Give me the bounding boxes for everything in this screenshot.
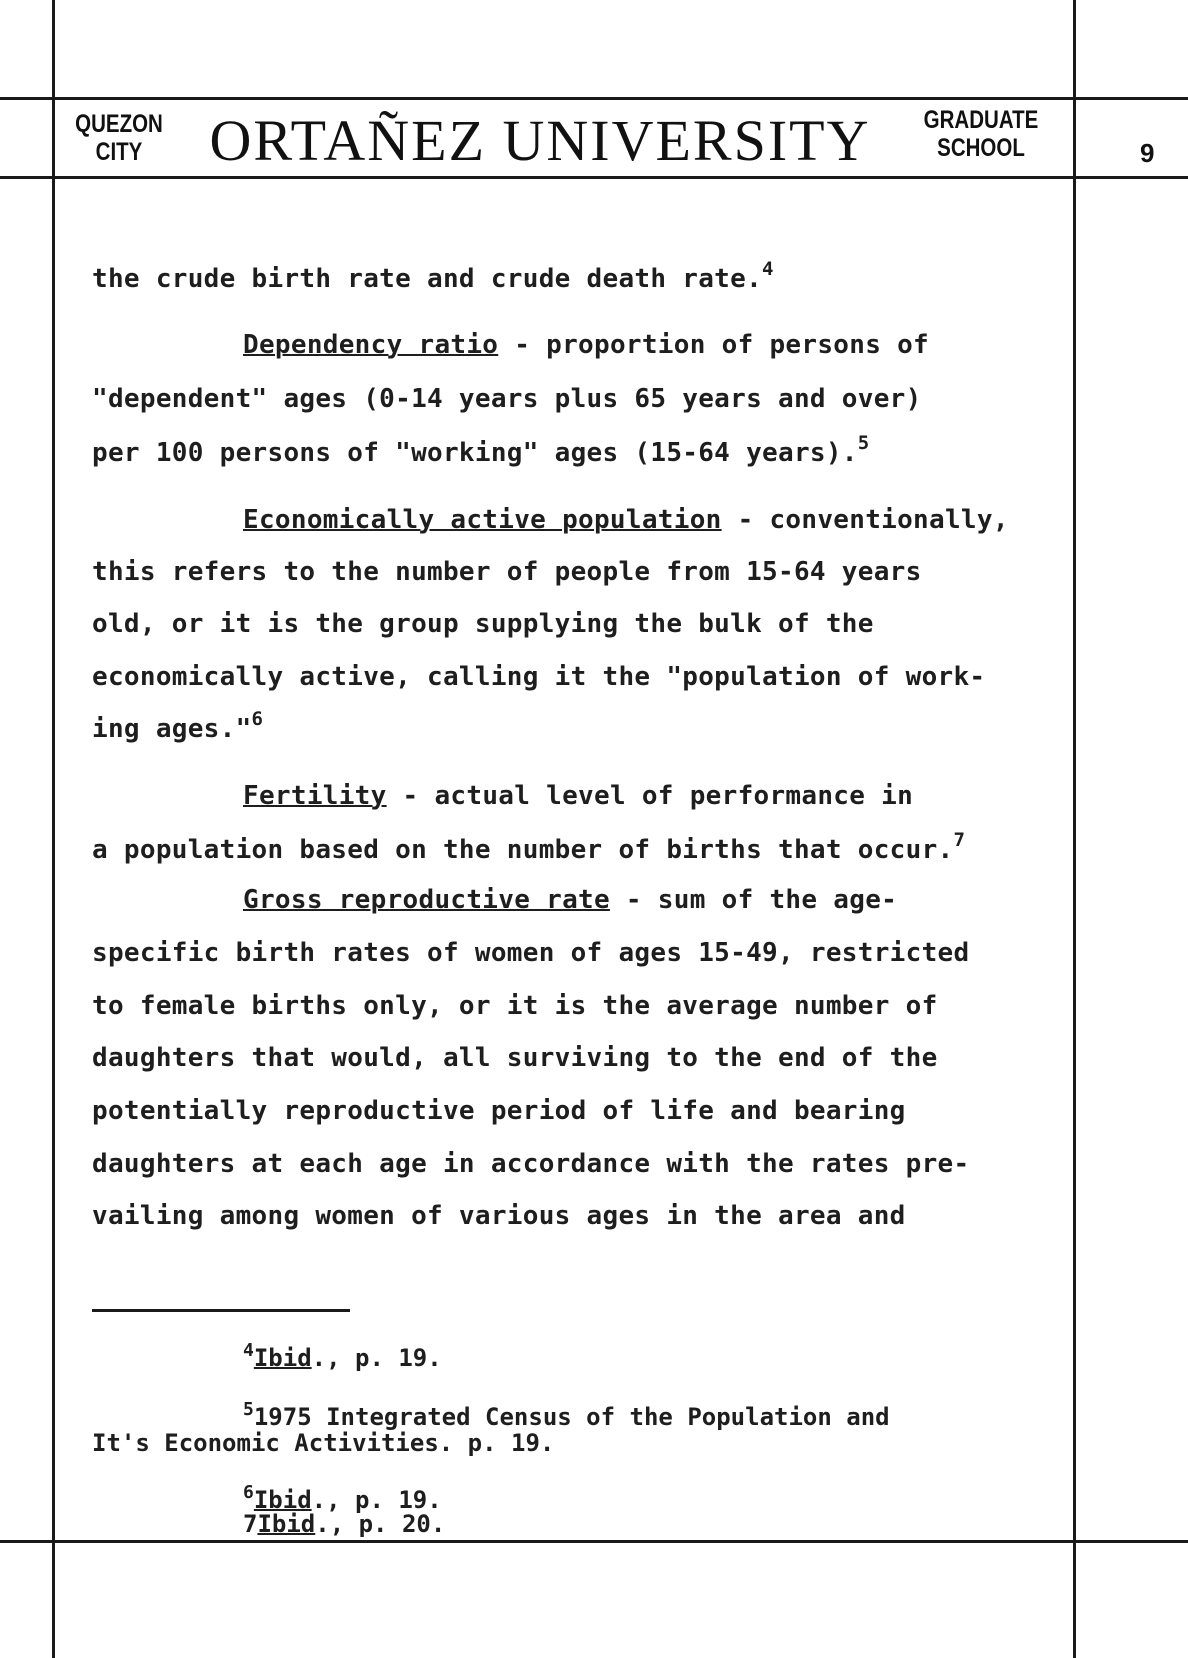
term-fertility: Fertility [243, 781, 387, 811]
footnote-4: $^4$Ibid., p. 19. [243, 1340, 442, 1372]
letterhead-city-line1: QUEZON [75, 110, 163, 138]
body-line: "dependent" ages (0-14 years plus 65 years and over) [92, 384, 922, 414]
term-gross-reproductive-rate: Gross reproductive rate [243, 885, 610, 915]
body-line: per 100 persons of "working" ages (15-64 years).$^5$ [92, 432, 870, 468]
body-line: vailing among women of various ages in the area and [92, 1201, 906, 1231]
letterhead-school [911, 106, 1050, 162]
letterhead-title: ORTAÑEZ UNIVERSITY [209, 108, 871, 173]
footer-rule [0, 1540, 1188, 1543]
term-economically-active-population: Economically active population [243, 505, 722, 535]
letterhead-city [74, 110, 164, 166]
letterhead-school-line2: SCHOOL [937, 134, 1025, 162]
definition-dependency-ratio: Dependency ratio - proportion of persons of [243, 330, 930, 360]
footnote-separator [92, 1309, 350, 1312]
left-margin-rule [52, 0, 55, 1658]
body-line: ing ages."$^6$ [92, 708, 264, 744]
body-line: the crude birth rate and crude death rate.$^4$ [92, 258, 774, 294]
footnote-ref: 5 [857, 432, 870, 454]
body-line: this refers to the number of people from 15-64 years [92, 557, 922, 587]
page-number: 9 [1140, 138, 1155, 168]
term-dependency-ratio: Dependency ratio [243, 330, 499, 360]
footnote-ref: 4 [762, 258, 774, 280]
body-line: daughters at each age in accordance with the rates pre- [92, 1149, 970, 1179]
footnote-7: 7Ibid., p. 20. [243, 1510, 446, 1538]
footnote-5: $^5$1975 Integrated Census of the Population and [243, 1399, 890, 1431]
letterhead-city-line2: CITY [95, 138, 143, 166]
right-margin-rule [1073, 0, 1076, 1658]
body-line: economically active, calling it the "population of work- [92, 662, 986, 692]
body-line: daughters that would, all surviving to the end of the [92, 1043, 938, 1073]
definition-gross-reproductive-rate: Gross reproductive rate - sum of the age- [243, 885, 898, 915]
body-line: specific birth rates of women of ages 15-49, restricted [92, 938, 970, 968]
body-line: old, or it is the group supplying the bulk of the [92, 609, 874, 639]
header-bottom-rule [0, 176, 1188, 179]
definition-economically-active-population: Economically active population - conventionally, [243, 505, 1009, 535]
definition-fertility: Fertility - actual level of performance in [243, 781, 914, 811]
body-line: potentially reproductive period of life and bearing [92, 1096, 906, 1126]
footnote-ref: 6 [251, 708, 264, 730]
header-top-rule [0, 97, 1188, 100]
body-line: a population based on the number of births that occur.$^7$ [92, 829, 966, 865]
body-line: to female births only, or it is the average number of [92, 991, 938, 1021]
footnote-ref: 7 [953, 829, 966, 851]
footnote-6: $^6$Ibid., p. 19. [243, 1482, 442, 1514]
letterhead-school-line1: GRADUATE [923, 106, 1039, 134]
footnote-5-continued: It's Economic Activities. p. 19. [92, 1429, 555, 1457]
